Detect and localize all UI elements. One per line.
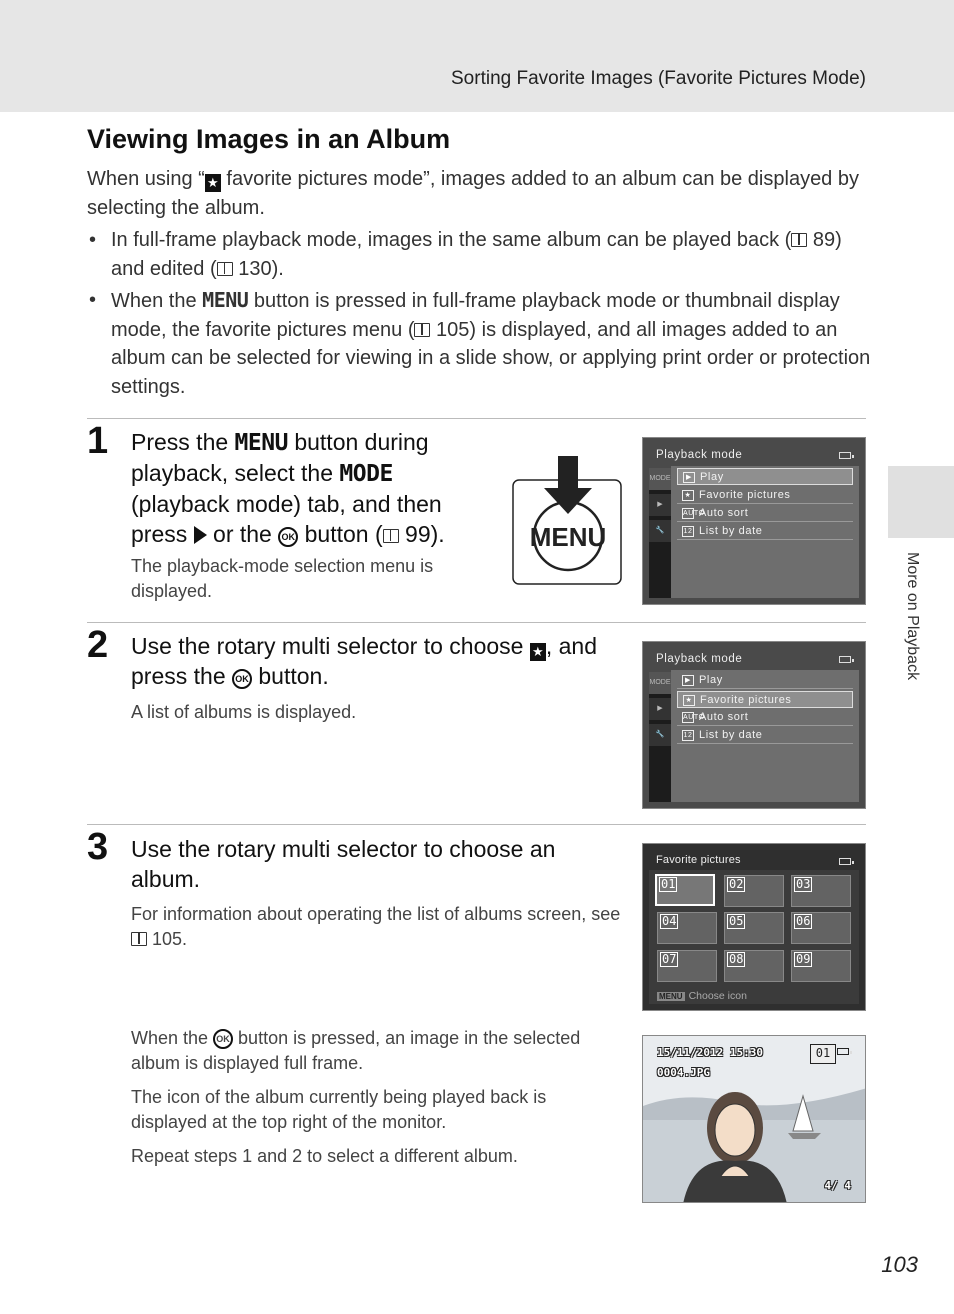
- menu-tabs: [649, 672, 671, 802]
- screen-title: Playback mode: [656, 653, 743, 665]
- step1-text-b: button during playback, select the: [131, 429, 429, 486]
- menu-panel: [671, 466, 859, 598]
- step2-text-a: Use the rotary multi selector to choose: [131, 633, 530, 659]
- album-08[interactable]: [724, 950, 784, 982]
- favorite-star-icon: ★: [205, 174, 221, 192]
- intro-text-a: When using “: [87, 168, 205, 190]
- calendar-icon: 12: [683, 732, 693, 739]
- favorite-star-icon: ★: [683, 695, 695, 706]
- album-label: 01: [661, 877, 676, 891]
- page-ref-icon: [131, 932, 147, 946]
- step1-text-c: (playback mode) tab, and then press: [131, 491, 442, 547]
- album-01[interactable]: [655, 874, 715, 906]
- bullet1-text-a: In full-frame playback mode, images in the same album can be played back (: [111, 229, 792, 251]
- ok-button-icon: OK: [232, 669, 252, 689]
- menu-item-play[interactable]: [677, 672, 853, 689]
- battery-icon: [839, 858, 851, 865]
- calendar-icon: 12: [683, 528, 693, 535]
- album-05[interactable]: [724, 912, 784, 944]
- album-02[interactable]: [724, 875, 784, 907]
- step1-text-f: 99).: [398, 521, 445, 547]
- ok-button-icon: OK: [278, 527, 298, 547]
- playback-tab[interactable]: ▶: [649, 698, 671, 720]
- bullet2-text-a: When the: [111, 290, 203, 312]
- album-label: 04: [662, 914, 677, 928]
- header-title: Sorting Favorite Images (Favorite Pictures Mode): [451, 68, 866, 89]
- divider: [87, 622, 866, 623]
- step-heading: [131, 427, 496, 549]
- side-tab-label: More on Playback: [904, 552, 921, 681]
- menu-item-label: Favorite pictures: [700, 694, 792, 706]
- screen-title: Favorite pictures: [656, 854, 741, 866]
- play-icon: ▶: [682, 675, 694, 686]
- paragraph: Repeat steps 1 and 2 to select a different album.: [131, 1146, 518, 1166]
- para1-text-a: When the: [131, 1028, 214, 1048]
- screen-title: Playback mode: [656, 449, 743, 461]
- step2-text-b: , and press the: [131, 633, 597, 689]
- menu-item-list-by-date[interactable]: [677, 523, 853, 540]
- page-ref-icon: [791, 233, 807, 247]
- ok-button-icon: OK: [213, 1029, 233, 1049]
- mode-tab[interactable]: MODE: [649, 672, 671, 694]
- step-number: 1: [87, 420, 109, 462]
- album-label: 08: [729, 952, 744, 966]
- mode-tab-icon: MODE: [339, 461, 393, 487]
- menu-item-auto-sort[interactable]: [677, 505, 853, 522]
- album-03[interactable]: [791, 875, 851, 907]
- step-note: [131, 902, 621, 952]
- favorite-star-icon: ★: [530, 643, 546, 661]
- album-06[interactable]: [791, 912, 851, 944]
- bullet1-text-c: 130).: [232, 257, 284, 280]
- step3-note-b: 105.: [147, 929, 188, 949]
- page-ref-icon: [383, 529, 399, 543]
- side-tab: [888, 466, 954, 538]
- bullet-item: [87, 286, 877, 401]
- album-label: 03: [796, 877, 811, 891]
- menu-item-label: Auto sort: [699, 711, 749, 723]
- menu-item-favorite[interactable]: [677, 691, 853, 708]
- auto-sort-icon: AUTO: [683, 714, 705, 721]
- page-number: 103: [881, 1252, 918, 1277]
- bullet1-text-b: 89) and edited (: [111, 229, 842, 280]
- menu-key-icon: MENU: [659, 992, 683, 1001]
- album-label: 05: [729, 914, 744, 928]
- menu-item-list-by-date[interactable]: [677, 727, 853, 744]
- step-number: 3: [87, 826, 109, 868]
- menu-item-label: List by date: [699, 525, 763, 537]
- menu-item-auto-sort[interactable]: [677, 709, 853, 726]
- step3-note-a: For information about operating the list of albums screen, see: [131, 904, 621, 924]
- step-note: The playback-mode selection menu is displayed.: [131, 556, 434, 601]
- play-icon: ▶: [683, 472, 695, 483]
- step1-text-d: or the: [206, 521, 279, 547]
- full-frame-photo-screen: [642, 1035, 866, 1203]
- page-ref-icon: [217, 262, 233, 276]
- menu-button-icon: MENU: [202, 288, 249, 312]
- menu-item-play[interactable]: [677, 468, 853, 485]
- capture-datetime: 15/11/2012 15:30: [657, 1046, 763, 1059]
- battery-icon: [839, 656, 851, 663]
- step1-text-a: Press the: [131, 429, 235, 455]
- album-04[interactable]: [657, 912, 717, 944]
- step-heading: Use the rotary multi selector to choose an album.: [131, 836, 556, 892]
- playback-menu-screen: [642, 437, 866, 605]
- screen-footer: [657, 990, 747, 1002]
- frame-counter: 4/ 4: [824, 1179, 851, 1192]
- menu-item-label: Favorite pictures: [699, 489, 791, 501]
- album-label: 09: [796, 952, 811, 966]
- album-07[interactable]: [657, 950, 717, 982]
- step1-text-e: button (: [298, 521, 383, 547]
- album-badge: 01: [810, 1044, 836, 1064]
- bullet2-text-c: 105) is displayed, and all images added to an album can be selected for viewing in a slide show, or applying print order or protection settings.: [111, 318, 871, 398]
- album-09[interactable]: [791, 950, 851, 982]
- bullet-list: [87, 226, 877, 404]
- album-label: 02: [729, 877, 744, 891]
- album-label: 06: [796, 914, 811, 928]
- file-name: 0004.JPG: [657, 1066, 710, 1079]
- setup-tab[interactable]: 🔧: [649, 724, 671, 746]
- menu-item-favorite[interactable]: [677, 487, 853, 504]
- menu-item-label: Play: [699, 674, 723, 686]
- favorite-star-icon: ★: [682, 490, 694, 501]
- menu-item-label: Play: [700, 471, 724, 483]
- battery-icon: [837, 1048, 849, 1055]
- step-note: A list of albums is displayed.: [131, 702, 357, 722]
- menu-item-label: List by date: [699, 729, 763, 741]
- header-band: [0, 0, 954, 112]
- menu-panel: [671, 670, 859, 802]
- bullet2-text-b: button is pressed in full-frame playback mode or thumbnail display mode, the favorite pictures menu (: [111, 290, 840, 341]
- section-intro: [87, 165, 867, 223]
- menu-button-illustration: [512, 456, 624, 588]
- para1-text-b: button is pressed, an image in the selected album is displayed full frame.: [131, 1028, 581, 1073]
- divider: [87, 824, 866, 825]
- favorite-albums-screen: [642, 843, 866, 1011]
- step-number: 2: [87, 624, 109, 666]
- mode-tab[interactable]: MODE: [649, 468, 671, 490]
- step-heading: [131, 631, 621, 691]
- page-ref-icon: [414, 323, 430, 337]
- playback-menu-screen-favorite: [642, 641, 866, 809]
- paragraph: The icon of the album currently being played back is displayed at the top right of the monitor.: [131, 1087, 547, 1132]
- menu-tabs: [649, 468, 671, 598]
- section-title: Viewing Images in an Album: [87, 124, 451, 154]
- album-grid: [649, 870, 859, 1004]
- playback-tab[interactable]: ▶: [649, 494, 671, 516]
- footer-label: Choose icon: [688, 990, 747, 1002]
- setup-tab[interactable]: 🔧: [649, 520, 671, 542]
- auto-sort-icon: AUTO: [683, 510, 705, 517]
- menu-label: MENU: [529, 522, 607, 552]
- paragraph: [131, 1026, 621, 1076]
- album-label: 07: [662, 952, 677, 966]
- menu-item-label: Auto sort: [699, 507, 749, 519]
- intro-text-b: favorite pictures mode”, images added to an album can be displayed by selecting the album.: [87, 168, 859, 219]
- battery-icon: [839, 452, 851, 459]
- menu-button-icon: MENU: [234, 430, 288, 456]
- right-arrow-icon: [194, 526, 207, 544]
- step2-text-c: button.: [252, 663, 329, 689]
- bullet-item: [87, 226, 877, 283]
- divider: [87, 418, 866, 419]
